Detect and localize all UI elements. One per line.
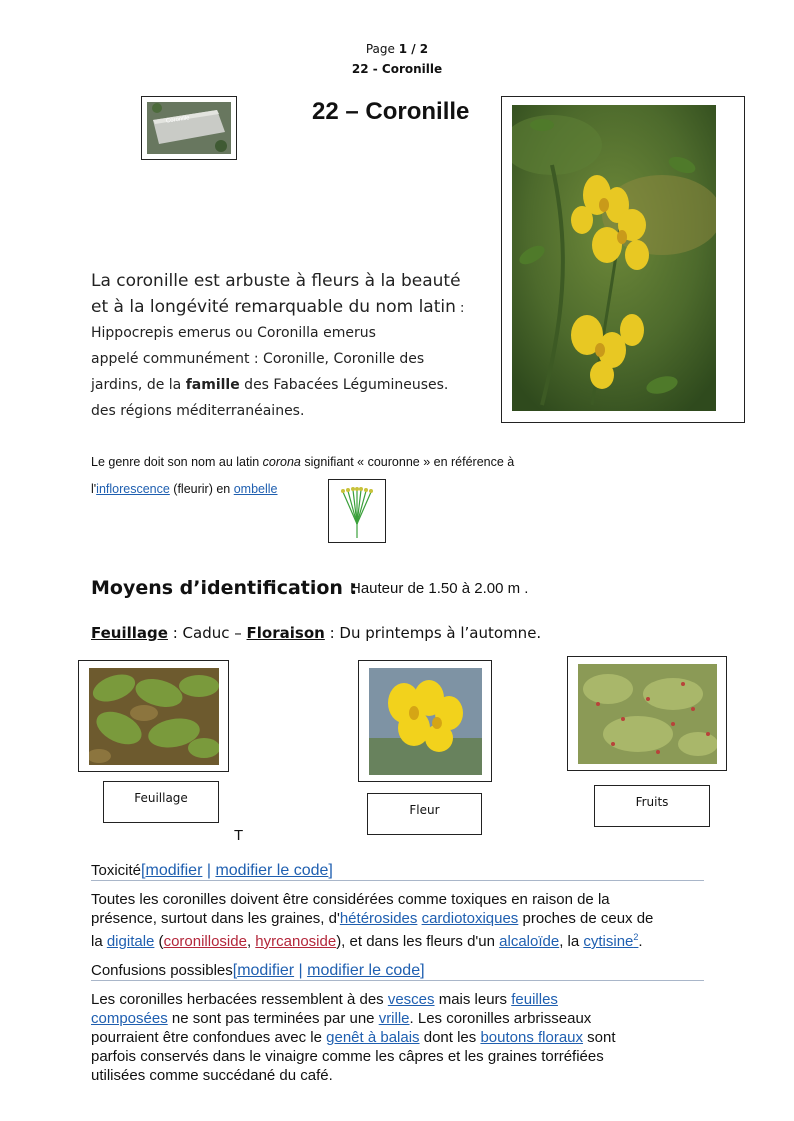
intro-line-3: Hippocrepis emerus ou Coronilla emerus [91, 325, 376, 341]
main-photo-frame [501, 96, 745, 423]
genre-line-2: l'inflorescence (fleurir) en ombelle [91, 482, 278, 496]
height-value: Hauteur de 1.50 à 2.00 m . [350, 580, 529, 597]
confusions-line-1: Les coronilles herbacées ressemblent à des vesces mais leurs feuilles [91, 991, 558, 1008]
confusions-line-4: parfois conservés dans le vinaigre comme les câpres et les graines torréfiées [91, 1048, 604, 1065]
inflorescence-link[interactable]: inflorescence [96, 482, 170, 496]
coronilla-flower-photo [512, 105, 716, 411]
confusions-line-3: pourraient être confondues avec le genêt à balais dont les boutons floraux sont [91, 1029, 616, 1046]
caption-fleur: Fleur [367, 793, 482, 835]
foliage-photo [89, 668, 219, 765]
cardiotoxiques-link[interactable]: cardiotoxiques [421, 910, 519, 927]
intro-line-5: jardins, de la famille des Fabacées Légumineuses. [91, 377, 449, 393]
page-title: 22 – Coronille [312, 98, 470, 125]
sign-text: Coronille [165, 115, 190, 125]
toxicite-modifier-code-link[interactable]: modifier le code [215, 862, 329, 879]
intro-line-1: La coronille est arbuste à fleurs à la beauté [91, 271, 461, 291]
sign-photo [147, 102, 231, 154]
confusions-heading: Confusions possibles[modifier | modifier le code] [91, 962, 704, 981]
stray-letter: T [234, 827, 244, 844]
feuillage-floraison-line: Feuillage : Caduc – Floraison : Du printemps à l’automne. [91, 624, 542, 642]
intro-line-6: des régions méditerranéaines. [91, 403, 305, 419]
intro-line-2: et à la longévité remarquable du nom latin : [91, 297, 465, 317]
confusions-paragraph [91, 990, 711, 1085]
toxicite-line-1: Toutes les coronilles doivent être considérées comme toxiques en raison de la [91, 891, 610, 908]
fruits-photo [578, 664, 717, 764]
flower-photo-frame [358, 660, 492, 782]
genet-link[interactable]: genêt à balais [326, 1029, 420, 1046]
confusions-modifier-code-link[interactable]: modifier le code [307, 962, 421, 979]
boutons-floraux-link[interactable]: boutons floraux [480, 1029, 584, 1046]
caption-fruits: Fruits [594, 785, 710, 827]
cytisine-link[interactable]: cytisine$^2$ [583, 932, 639, 950]
heterosides-link[interactable]: hétérosides [339, 910, 418, 927]
toxicite-modifier-link[interactable]: modifier [145, 862, 203, 879]
coronilloside-link[interactable]: coronilloside [163, 933, 247, 950]
foliage-photo-frame [78, 660, 229, 772]
intro-line-4: appelé communément : Coronille, Coronille des [91, 351, 425, 367]
page-subtitle: 22 - Coronille [351, 62, 443, 76]
toxicite-paragraph [91, 890, 711, 951]
page-number: Page 1 / 2 [365, 42, 429, 56]
digitale-link[interactable]: digitale [106, 933, 155, 950]
toxicite-heading: Toxicité[modifier | modifier le code] [91, 862, 704, 881]
toxicite-line-2: présence, surtout dans les graines, d'hétérosides cardiotoxiques proches de ceux de [91, 910, 654, 927]
hyrcanoside-link[interactable]: hyrcanoside [255, 933, 337, 950]
umbel-diagram-frame [328, 479, 386, 543]
confusions-line-5: utilisées comme succédané du café. [91, 1067, 333, 1084]
identification-label: Moyens d’identification : [91, 577, 358, 599]
feuilles-link[interactable]: feuilles [511, 991, 558, 1008]
confusions-title: Confusions possibles [91, 962, 233, 979]
toxicite-line-3: la digitale (coronilloside, hyrcanoside), et dans les fleurs d'un alcaloïde, la cytisine$^2$. [91, 932, 643, 950]
composees-link[interactable]: composées [91, 1010, 168, 1027]
sign-thumbnail [141, 96, 237, 160]
caption-feuillage: Feuillage [103, 781, 219, 823]
confusions-line-2: composées ne sont pas terminées par une vrille. Les coronilles arbrisseaux [91, 1010, 592, 1027]
cytisine-footnote[interactable]: 2 [633, 932, 639, 942]
alcaloide-link[interactable]: alcaloïde [499, 933, 560, 950]
ombelle-link[interactable]: ombelle [233, 482, 278, 496]
vesces-link[interactable]: vesces [387, 991, 435, 1008]
fruits-photo-frame [567, 656, 727, 771]
umbel-icon [329, 480, 385, 542]
vrille-link[interactable]: vrille [378, 1010, 410, 1027]
flower-photo [369, 668, 482, 775]
genre-line-1: Le genre doit son nom au latin corona signifiant « couronne » en référence à [91, 455, 515, 469]
toxicite-title: Toxicité [91, 862, 142, 879]
confusions-modifier-link[interactable]: modifier [237, 962, 295, 979]
